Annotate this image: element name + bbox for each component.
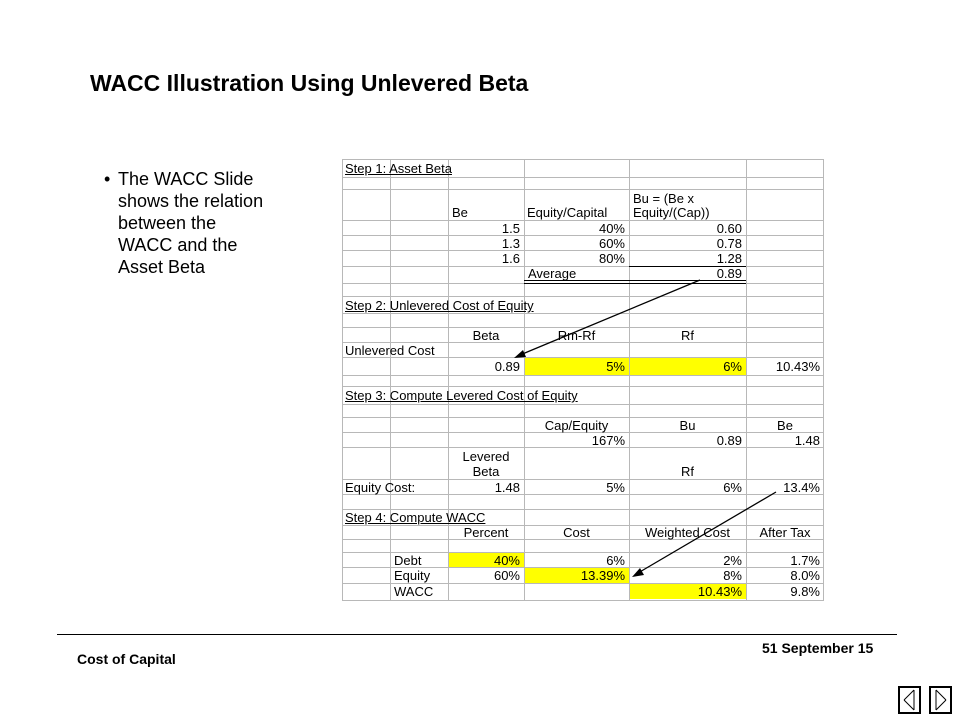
arrow-avg-to-beta <box>520 280 700 355</box>
bullet-text <box>104 168 268 278</box>
prev-arrow-icon <box>900 688 919 712</box>
step2-head-rmrf: Rm-Rf <box>557 328 596 343</box>
next-slide-button[interactable] <box>929 686 952 714</box>
step2-rf: 6% <box>723 359 742 374</box>
step1-row3-eqcap: 80% <box>598 251 625 266</box>
step3-rmrf: 5% <box>606 480 625 495</box>
step3-head-be: Be <box>777 418 793 433</box>
step1-title: Step 1: Asset Beta <box>345 161 452 176</box>
step4-wacc-weighted: 10.43% <box>697 584 742 599</box>
step1-avg-value: 0.89 <box>716 266 742 281</box>
step4-wacc-aftertax: 9.8% <box>790 584 820 599</box>
bullet-dot: • <box>104 169 111 189</box>
step3-bu: 0.89 <box>716 433 742 448</box>
slide-title: WACC Illustration Using Unlevered Beta <box>90 70 529 96</box>
step2-head-beta: Beta <box>472 328 500 343</box>
step4-equity-cost: 13.39% <box>580 568 625 583</box>
step3-lbeta: 1.48 <box>494 480 520 495</box>
step3-title: Step 3: Compute Levered Cost of Equity <box>345 388 578 403</box>
step4-head-aftertax: After Tax <box>759 525 811 540</box>
step2-title: Step 2: Unlevered Cost of Equity <box>345 298 534 313</box>
step3-rf: 6% <box>723 480 742 495</box>
bullet-label: The WACC Slide shows the relation between the WACC and the Asset Beta <box>118 169 264 277</box>
step4-equity-aftertax: 8.0% <box>790 568 820 583</box>
step4-debt-label: Debt <box>394 553 422 568</box>
footer-title: Cost of Capital <box>77 651 176 667</box>
step3-capeq: 167% <box>591 433 625 448</box>
step4-equity-label: Equity <box>394 568 431 583</box>
step1-head-bu-2: Equity/(Cap)) <box>633 205 710 220</box>
step4-head-weighted: Weighted Cost <box>644 525 731 540</box>
next-arrow-icon <box>931 688 950 712</box>
step4-head-cost: Cost <box>563 525 590 540</box>
step3-be: 1.48 <box>794 433 820 448</box>
step4-debt-aftertax: 1.7% <box>790 553 820 568</box>
step2-result: 10.43% <box>775 359 820 374</box>
step3-levered-1: Levered <box>462 449 510 464</box>
step1-row1-eqcap: 40% <box>598 221 625 236</box>
step4-debt-percent: 40% <box>493 553 520 568</box>
step3-levered-2: Beta <box>472 464 500 479</box>
step4-head-percent: Percent <box>463 525 509 540</box>
step3-head-capeq: Cap/Equity <box>544 418 609 433</box>
step1-row3-bu: 1.28 <box>716 251 742 266</box>
step2-label: Unlevered Cost <box>345 343 435 358</box>
step4-equity-weighted: 8% <box>723 568 742 583</box>
step3-label: Equity Cost: <box>345 480 416 495</box>
footer-date: 51 September 15 <box>762 640 874 656</box>
step2-rmrf: 5% <box>606 359 625 374</box>
step1-row2-eqcap: 60% <box>598 236 625 251</box>
step4-title: Step 4: Compute WACC <box>345 510 486 525</box>
step1-row2-be: 1.3 <box>501 236 520 251</box>
footer-divider <box>57 634 897 635</box>
step1-row1-be: 1.5 <box>501 221 520 236</box>
step4-wacc-label: WACC <box>394 584 434 599</box>
prev-slide-button[interactable] <box>898 686 921 714</box>
step3-result: 13.4% <box>783 480 820 495</box>
step3-head-rf: Rf <box>681 464 694 479</box>
step1-avg-label: Average <box>528 266 577 281</box>
spreadsheet-image <box>342 159 824 601</box>
step1-row3-be: 1.6 <box>501 251 520 266</box>
step1-row2-bu: 0.78 <box>716 236 742 251</box>
step1-row1-bu: 0.60 <box>716 221 742 236</box>
step1-head-bu-1: Bu = (Be x <box>633 191 695 206</box>
step4-equity-percent: 60% <box>493 568 520 583</box>
step4-debt-cost: 6% <box>606 553 625 568</box>
step4-debt-weighted: 2% <box>723 553 742 568</box>
step2-head-rf: Rf <box>681 328 694 343</box>
step3-head-bu: Bu <box>679 418 696 433</box>
step2-beta: 0.89 <box>494 359 520 374</box>
step1-head-be: Be <box>452 205 468 220</box>
step1-head-eqcap: Equity/Capital <box>527 205 608 220</box>
